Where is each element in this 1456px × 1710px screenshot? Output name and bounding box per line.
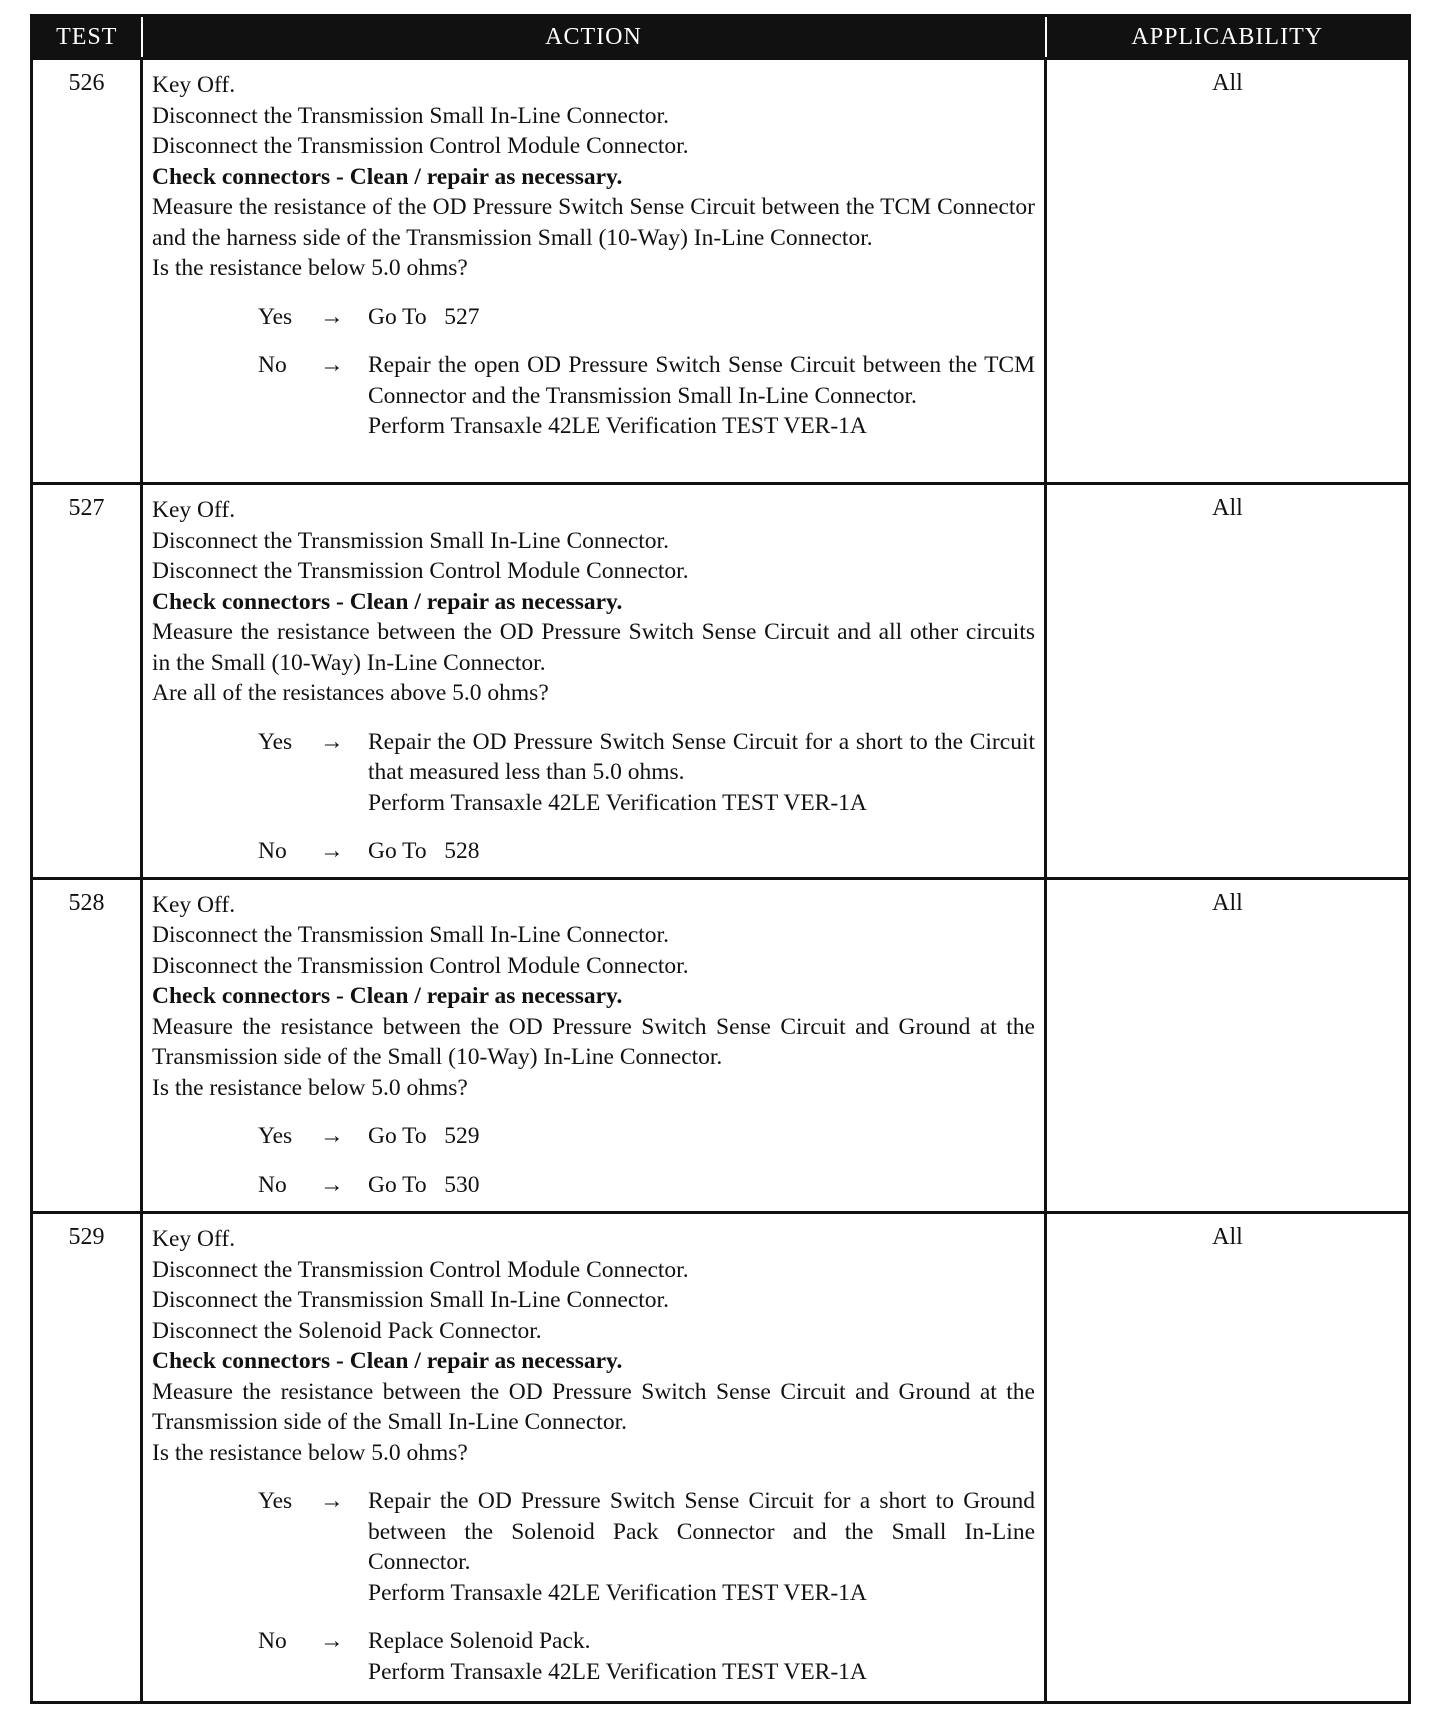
test-question: Is the resistance below 5.0 ohms? <box>152 255 468 281</box>
check-connectors-note: Check connectors - Clean / repair as necessary. <box>152 588 623 615</box>
measure-instruction: Measure the resistance between the OD Pressure Switch Sense Circuit and Ground at the Transmission side of the Small In-Line Connector. <box>152 1378 1035 1436</box>
test-action <box>142 878 1046 1212</box>
answer-label: No <box>258 352 287 378</box>
result-line: Repair the OD Pressure Switch Sense Circuit for a short to the Circuit that measured less than 5.0 ohms. <box>368 728 1035 786</box>
answer-result <box>368 1170 1035 1201</box>
result-line: Repair the open OD Pressure Switch Sense Circuit between the TCM Connector and the Transmission Small In-Line Connector. <box>368 352 1035 409</box>
answer-result <box>368 302 1035 333</box>
header-test: TEST <box>32 16 142 59</box>
answer-no <box>152 1626 1035 1687</box>
answer-label: No <box>258 838 287 865</box>
result-line: Go To 527 <box>368 303 480 330</box>
arrow-right-icon: → <box>320 1171 344 1198</box>
action-step: Disconnect the Transmission Control Module Connector. <box>152 952 689 979</box>
result-line: Go To 528 <box>368 838 480 865</box>
arrow-right-icon: → <box>320 1628 344 1655</box>
test-row-527 <box>32 484 1410 879</box>
check-connectors-note: Check connectors - Clean / repair as necessary. <box>152 163 623 190</box>
header-row <box>32 16 1410 59</box>
action-step: Disconnect the Transmission Small In-Line Connector. <box>152 922 669 949</box>
result-line: Go To 529 <box>368 1123 480 1150</box>
action-step: Disconnect the Transmission Small In-Line Connector. <box>152 102 669 129</box>
test-row-528 <box>32 878 1410 1212</box>
action-step: Disconnect the Solenoid Pack Connector. <box>152 1317 542 1344</box>
answer-result <box>368 350 1035 442</box>
answer-label: No <box>258 1628 287 1655</box>
action-step: Key Off. <box>152 72 236 98</box>
test-number: 526 <box>32 59 142 484</box>
action-step: Disconnect the Transmission Control Module Connector. <box>152 133 689 159</box>
check-connectors-note: Check connectors - Clean / repair as necessary. <box>152 1348 623 1375</box>
result-line: Perform Transaxle 42LE Verification TEST VER-1A <box>368 413 867 439</box>
result-line: Go To 530 <box>368 1171 480 1198</box>
diagnostic-table <box>30 14 1411 1704</box>
result-line: Perform Transaxle 42LE Verification TEST VER-1A <box>368 1658 867 1685</box>
test-question: Is the resistance below 5.0 ohms? <box>152 1439 468 1466</box>
test-action <box>142 1213 1046 1703</box>
header-action: ACTION <box>142 16 1046 59</box>
answer-label: No <box>258 1171 287 1198</box>
answer-label: Yes <box>258 728 293 755</box>
arrow-right-icon: → <box>320 728 344 755</box>
answer-label: Yes <box>258 1488 293 1515</box>
answer-yes <box>152 1121 1035 1152</box>
test-question: Is the resistance below 5.0 ohms? <box>152 1074 468 1101</box>
measure-instruction: Measure the resistance between the OD Pressure Switch Sense Circuit and all other circuits in the Small (10-Way) In-Line Connector. <box>152 619 1035 676</box>
result-line: Perform Transaxle 42LE Verification TEST VER-1A <box>368 1579 867 1606</box>
answer-result <box>368 836 1035 867</box>
action-step: Disconnect the Transmission Control Module Connector. <box>152 1256 689 1283</box>
result-line: Repair the OD Pressure Switch Sense Circuit for a short to Ground between the Solenoid Pack Connector and the Small In-Line Connector. <box>368 1488 1035 1576</box>
measure-instruction: Measure the resistance between the OD Pressure Switch Sense Circuit and Ground at the Transmission side of the Small (10-Way) In-Line Connector. <box>152 1013 1035 1071</box>
arrow-right-icon: → <box>320 1123 344 1150</box>
header-applicability: APPLICABILITY <box>1046 16 1410 59</box>
answer-result <box>368 1121 1035 1152</box>
test-row-526 <box>32 59 1410 484</box>
answer-result <box>368 1486 1035 1608</box>
action-step: Disconnect the Transmission Small In-Line Connector. <box>152 1287 669 1314</box>
answer-no <box>152 350 1035 442</box>
arrow-right-icon: → <box>320 303 344 330</box>
answer-label: Yes <box>258 1123 293 1150</box>
answer-yes <box>152 302 1035 333</box>
arrow-right-icon: → <box>320 1488 344 1515</box>
test-number: 528 <box>32 878 142 1212</box>
answer-label: Yes <box>258 303 293 330</box>
result-line: Replace Solenoid Pack. <box>368 1628 591 1655</box>
applicability-value: All <box>1046 878 1410 1212</box>
applicability-value: All <box>1046 484 1410 879</box>
test-number: 529 <box>32 1213 142 1703</box>
applicability-value: All <box>1046 1213 1410 1703</box>
measure-instruction: Measure the resistance of the OD Pressure Switch Sense Circuit between the TCM Connector and the harness side of the Transmission Small (10-Way) In-Line Connector. <box>152 194 1035 251</box>
test-question: Are all of the resistances above 5.0 ohms? <box>152 680 549 707</box>
answer-result <box>368 727 1035 819</box>
answer-no <box>152 836 1035 867</box>
test-action <box>142 484 1046 879</box>
action-step: Key Off. <box>152 497 236 524</box>
answer-yes <box>152 727 1035 819</box>
answer-no <box>152 1170 1035 1201</box>
result-line: Perform Transaxle 42LE Verification TEST VER-1A <box>368 789 867 816</box>
action-step: Key Off. <box>152 1226 236 1253</box>
check-connectors-note: Check connectors - Clean / repair as necessary. <box>152 983 623 1010</box>
test-row-529 <box>32 1213 1410 1703</box>
arrow-right-icon: → <box>320 838 344 865</box>
test-number: 527 <box>32 484 142 879</box>
applicability-value: All <box>1046 59 1410 484</box>
answer-yes <box>152 1486 1035 1608</box>
arrow-right-icon: → <box>320 352 344 378</box>
answer-result <box>368 1626 1035 1687</box>
test-action <box>142 59 1046 484</box>
action-step: Disconnect the Transmission Control Module Connector. <box>152 558 689 585</box>
action-step: Key Off. <box>152 891 236 918</box>
diagnostic-test-sheet <box>30 14 1408 1704</box>
action-step: Disconnect the Transmission Small In-Line Connector. <box>152 527 669 554</box>
